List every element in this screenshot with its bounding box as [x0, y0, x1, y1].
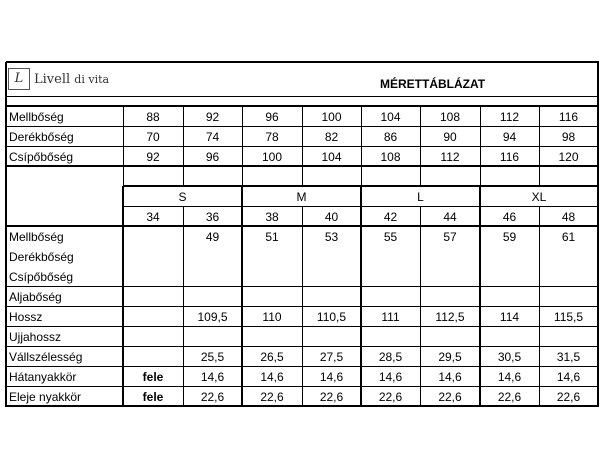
measure-label: Derékbőség	[9, 250, 74, 264]
measure-cell: 59	[502, 230, 517, 244]
measure-note: fele	[142, 390, 164, 404]
size-number: 36	[205, 210, 220, 224]
table-cell: 100	[321, 110, 342, 124]
size-group-label: XL	[531, 190, 547, 204]
measure-label: Vállszélesség	[9, 350, 83, 364]
table-cell: 70	[146, 130, 160, 144]
table-cell: 94	[502, 130, 517, 144]
table-cell: 108	[380, 150, 401, 164]
size-number: 42	[383, 210, 398, 224]
measure-cell: 25,5	[200, 350, 225, 364]
table-cell: 104	[380, 110, 401, 124]
measure-cell: 22,6	[497, 390, 522, 404]
measure-cell: 22,6	[200, 390, 225, 404]
row-label: Derékbőség	[9, 130, 74, 144]
row-label: Csípőbőség	[9, 150, 74, 164]
measure-cell: 31,5	[556, 350, 581, 364]
measure-cell: 28,5	[378, 350, 403, 364]
table-cell: 92	[146, 150, 160, 164]
size-number: 34	[146, 210, 160, 224]
measure-label: Csípőbőség	[9, 270, 74, 284]
measure-cell: 30,5	[497, 350, 522, 364]
table-cell: 96	[205, 150, 220, 164]
measure-cell: 14,6	[378, 370, 403, 384]
measure-label: Eleje nyakkör	[9, 390, 82, 404]
grid-line	[480, 166, 481, 187]
size-chart-sheet	[6, 62, 599, 406]
row-label: Mellbőség	[9, 110, 64, 124]
measure-cell: 51	[265, 230, 279, 244]
table-cell: 104	[321, 150, 342, 164]
measure-cell: 14,6	[497, 370, 522, 384]
measure-cell: 22,6	[378, 390, 403, 404]
grid-line	[539, 166, 540, 187]
grid-line	[302, 166, 303, 187]
grid-line	[6, 96, 599, 97]
size-group-label: S	[178, 190, 187, 204]
logo-brand: Livell	[34, 71, 71, 87]
measure-cell: 115,5	[553, 310, 584, 324]
measure-cell: 57	[443, 230, 457, 244]
measure-cell: 22,6	[319, 390, 344, 404]
table-cell: 88	[146, 110, 160, 124]
measure-cell: 114	[499, 310, 520, 324]
measure-cell: 110	[262, 310, 282, 324]
measure-cell: 49	[205, 230, 220, 244]
logo-suffix: di vita	[74, 72, 110, 86]
table-cell: 78	[265, 130, 279, 144]
measure-cell: 111	[381, 310, 400, 324]
table-cell: 100	[261, 150, 283, 164]
measure-cell: 14,6	[319, 370, 344, 384]
table-cell: 112	[499, 110, 520, 124]
chart-title: MÉRETTÁBLÁZAT	[380, 77, 486, 91]
table-cell: 90	[443, 130, 457, 144]
measure-cell: 14,6	[200, 370, 225, 384]
measure-label: Hossz	[9, 310, 43, 324]
measure-label: Hátanyakkör	[9, 370, 77, 384]
table-cell: 74	[205, 130, 220, 144]
measure-cell: 22,6	[438, 390, 462, 404]
measure-cell: 14,6	[556, 370, 581, 384]
measure-cell: 55	[383, 230, 398, 244]
measure-cell: 112,5	[435, 310, 465, 324]
grid-line	[420, 166, 421, 187]
measure-cell: 53	[324, 230, 339, 244]
measure-cell: 14,6	[260, 370, 284, 384]
grid-line	[183, 166, 184, 187]
logo-mark-icon: L	[8, 68, 30, 90]
measure-cell: 26,5	[260, 350, 284, 364]
grid-line	[242, 166, 243, 187]
size-number: 40	[324, 210, 339, 224]
measure-cell: 29,5	[438, 350, 462, 364]
measure-cell: 110,5	[316, 310, 347, 324]
size-number: 46	[502, 210, 517, 224]
measure-cell: 27,5	[319, 350, 344, 364]
grid-line	[361, 166, 362, 187]
size-number: 38	[265, 210, 279, 224]
table-cell: 116	[558, 110, 579, 124]
table-cell: 82	[324, 130, 339, 144]
measure-note: fele	[142, 370, 164, 384]
table-cell: 92	[205, 110, 220, 124]
measure-cell: 22,6	[556, 390, 581, 404]
size-number: 44	[443, 210, 457, 224]
border-top	[6, 61, 599, 63]
size-group-label: M	[296, 190, 307, 204]
table-cell: 120	[558, 150, 579, 164]
size-number: 48	[561, 210, 576, 224]
grid-line	[123, 166, 124, 187]
border-left	[5, 62, 7, 407]
measure-cell: 61	[561, 230, 576, 244]
table-cell: 116	[499, 150, 520, 164]
measure-cell: 109,5	[197, 310, 228, 324]
measure-cell: 14,6	[438, 370, 462, 384]
measure-label: Ujjahossz	[9, 330, 62, 344]
size-group-label: L	[417, 190, 424, 204]
table-cell: 86	[383, 130, 398, 144]
measure-label: Mellbőség	[9, 230, 64, 244]
measure-cell: 22,6	[260, 390, 284, 404]
table-cell: 96	[265, 110, 279, 124]
measure-label: Aljabőség	[9, 290, 62, 304]
table-cell: 98	[561, 130, 576, 144]
table-cell: 108	[439, 110, 461, 124]
table-cell: 112	[440, 150, 460, 164]
